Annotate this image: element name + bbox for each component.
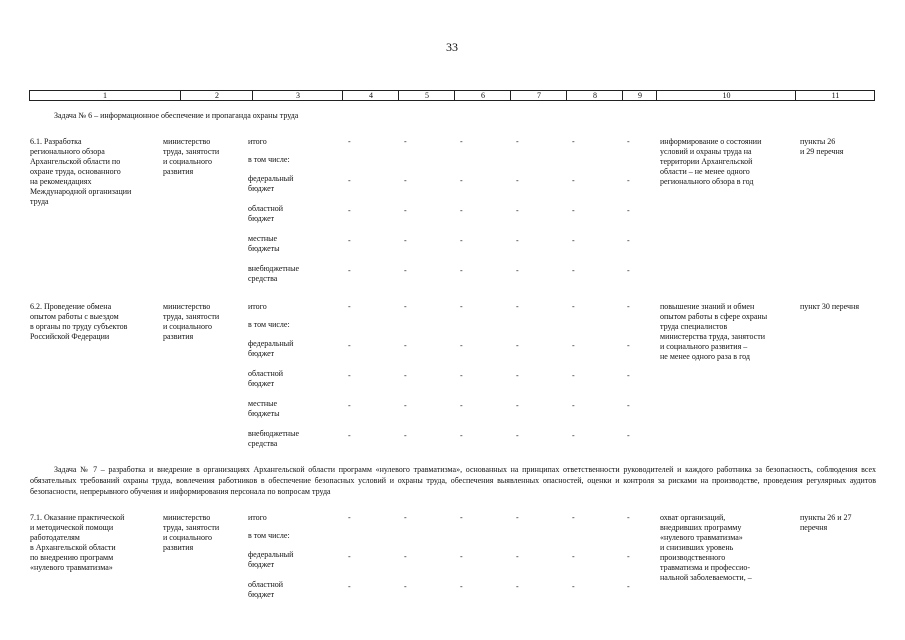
block-6-2-value-r2-c6: - [460, 341, 463, 350]
header-col-6: 6 [454, 91, 511, 100]
block-6-2-executor: министерство труда, занятости и социального развития [163, 302, 220, 341]
block-6-2-value-r4-c8: - [572, 401, 575, 410]
block-6-2-incl-label: в том числе: [248, 320, 290, 329]
block-6-1-value-r2-c9: - [627, 176, 630, 185]
header-col-7: 7 [510, 91, 567, 100]
block-6-1-incl-label: в том числе: [248, 155, 290, 164]
block-6-2-value-r1-c5: - [404, 302, 407, 311]
header-col-2: 2 [180, 91, 253, 100]
block-6-1-result: информирование о состоянии условий и охраны труда на территории Архангельской области – не менее одного регионального обзора в год [660, 137, 762, 186]
block-6-1-extra-label: внебюджетные средства [248, 264, 299, 283]
block-6-1-value-r3-c9: - [627, 206, 630, 215]
block-7-1-reference: пункты 26 и 27 перечня [800, 513, 852, 532]
page-number: 33 [446, 40, 458, 54]
block-6-2-value-r1-c7: - [516, 302, 519, 311]
block-6-1-value-r1-c4: - [348, 137, 351, 146]
block-6-2-value-r2-c9: - [627, 341, 630, 350]
block-7-1-name: 7.1. Оказание практической и методической помощи работодателям в Архангельской области по внедрению программ «нулевого травматизма» [30, 513, 125, 572]
block-7-1-value-r3-c5: - [404, 582, 407, 591]
block-6-2-value-r3-c9: - [627, 371, 630, 380]
block-6-1-value-r5-c4: - [348, 266, 351, 275]
block-6-1-value-r4-c8: - [572, 236, 575, 245]
block-7-1-value-r3-c6: - [460, 582, 463, 591]
block-6-1-total-label: итого [248, 137, 267, 146]
block-7-1-result: охват организаций, внедривших программу «нулевого травматизма» и снизивших уровень производственного травматизма и профессио- нальной заболеваемости, – [660, 513, 752, 582]
block-7-1-value-r3-c9: - [627, 582, 630, 591]
block-6-2-local-label: местные бюджеты [248, 399, 280, 418]
block-6-1-local-label: местные бюджеты [248, 234, 280, 253]
task-6-heading: Задача № 6 – информационное обеспечение и пропаганда охраны труда [54, 111, 299, 120]
block-7-1-executor: министерство труда, занятости и социального развития [163, 513, 220, 552]
block-6-2-value-r3-c5: - [404, 371, 407, 380]
block-6-1-value-r3-c5: - [404, 206, 407, 215]
block-6-1-value-r4-c7: - [516, 236, 519, 245]
block-6-2-value-r5-c5: - [404, 431, 407, 440]
block-6-2-value-r5-c7: - [516, 431, 519, 440]
block-6-1-value-r1-c7: - [516, 137, 519, 146]
block-7-1-value-r3-c4: - [348, 582, 351, 591]
block-6-2-value-r1-c9: - [627, 302, 630, 311]
block-6-1-value-r2-c4: - [348, 176, 351, 185]
block-6-1-value-r1-c9: - [627, 137, 630, 146]
block-6-2-federal-label: федеральный бюджет [248, 339, 294, 358]
block-6-1-value-r4-c4: - [348, 236, 351, 245]
block-6-1-name: 6.1. Разработка регионального обзора Архангельской области по охране труда, основанного на рекомендациях Международной организации труда [30, 137, 132, 206]
block-6-2-value-r4-c9: - [627, 401, 630, 410]
header-col-11: 11 [795, 91, 875, 100]
block-6-1-value-r1-c6: - [460, 137, 463, 146]
block-6-1-value-r4-c9: - [627, 236, 630, 245]
block-6-2-value-r1-c6: - [460, 302, 463, 311]
block-6-1-value-r5-c7: - [516, 266, 519, 275]
block-7-1-value-r2-c8: - [572, 552, 575, 561]
block-6-1-value-r5-c5: - [404, 266, 407, 275]
block-7-1-value-r1-c4: - [348, 513, 351, 522]
block-6-2-value-r4-c6: - [460, 401, 463, 410]
block-6-1-value-r5-c9: - [627, 266, 630, 275]
block-6-2-value-r5-c6: - [460, 431, 463, 440]
block-6-2-value-r4-c4: - [348, 401, 351, 410]
block-6-2-name: 6.2. Проведение обмена опытом работы с выездом в органы по труду субъектов Российской Федерации [30, 302, 128, 341]
block-7-1-value-r2-c6: - [460, 552, 463, 561]
block-7-1-total-label: итого [248, 513, 267, 522]
block-6-1-value-r2-c8: - [572, 176, 575, 185]
block-6-2-value-r2-c5: - [404, 341, 407, 350]
block-7-1-value-r1-c9: - [627, 513, 630, 522]
block-6-2-regional-label: областной бюджет [248, 369, 284, 388]
block-7-1-value-r2-c9: - [627, 552, 630, 561]
block-6-1-reference: пункты 26 и 29 перечня [800, 137, 844, 156]
block-6-2-value-r2-c7: - [516, 341, 519, 350]
block-7-1-value-r2-c4: - [348, 552, 351, 561]
block-6-1-value-r5-c8: - [572, 266, 575, 275]
block-6-1-value-r5-c6: - [460, 266, 463, 275]
block-7-1-value-r3-c8: - [572, 582, 575, 591]
block-6-1-value-r3-c6: - [460, 206, 463, 215]
header-col-9: 9 [622, 91, 657, 100]
header-col-4: 4 [342, 91, 399, 100]
block-6-2-result: повышение знаний и обмен опытом работы в сфере охраны труда специалистов министерства труда, занятости и социального развития – не менее одного раза в год [660, 302, 768, 361]
block-6-2-value-r1-c8: - [572, 302, 575, 311]
block-7-1-value-r3-c7: - [516, 582, 519, 591]
block-6-2-value-r2-c4: - [348, 341, 351, 350]
block-7-1-value-r2-c7: - [516, 552, 519, 561]
task-7-heading: Задача № 7 – разработка и внедрение в организациях Архангельской области программ «нулевого травматизма», основанных на принципах ответственности руководителей и каждого работника за безопасность, соблюдения всех обязательных требований охраны труда, вовлечения работников в обеспечение безопасных условий и охраны труда, обеспечения выявленных опасностей, оценки и контроля за рисками на производстве, проведения регулярных аудитов безопасности, непрерывного обучения и информирования персонала по вопросам труда [30, 465, 876, 496]
block-6-1-value-r2-c5: - [404, 176, 407, 185]
block-7-1-incl-label: в том числе: [248, 531, 290, 540]
block-6-2-value-r5-c9: - [627, 431, 630, 440]
block-7-1-federal-label: федеральный бюджет [248, 550, 294, 569]
block-6-1-value-r2-c7: - [516, 176, 519, 185]
block-6-2-total-label: итого [248, 302, 267, 311]
block-6-1-value-r3-c4: - [348, 206, 351, 215]
block-6-2-value-r3-c7: - [516, 371, 519, 380]
block-7-1-value-r1-c6: - [460, 513, 463, 522]
block-6-1-value-r4-c6: - [460, 236, 463, 245]
block-7-1-regional-label: областной бюджет [248, 580, 284, 599]
block-6-2-value-r3-c4: - [348, 371, 351, 380]
block-6-1-value-r1-c5: - [404, 137, 407, 146]
block-6-1-federal-label: федеральный бюджет [248, 174, 294, 193]
header-col-3: 3 [252, 91, 343, 100]
block-7-1-value-r1-c8: - [572, 513, 575, 522]
block-7-1-value-r2-c5: - [404, 552, 407, 561]
block-6-2-value-r4-c7: - [516, 401, 519, 410]
block-6-1-value-r4-c5: - [404, 236, 407, 245]
block-6-1-value-r2-c6: - [460, 176, 463, 185]
block-6-1-executor: министерство труда, занятости и социального развития [163, 137, 220, 176]
block-7-1-value-r1-c7: - [516, 513, 519, 522]
block-6-2-value-r3-c6: - [460, 371, 463, 380]
header-col-5: 5 [398, 91, 455, 100]
block-6-1-value-r1-c8: - [572, 137, 575, 146]
header-col-8: 8 [566, 91, 623, 100]
block-6-2-extra-label: внебюджетные средства [248, 429, 299, 448]
block-6-1-regional-label: областной бюджет [248, 204, 284, 223]
block-6-2-value-r1-c4: - [348, 302, 351, 311]
block-6-2-value-r5-c4: - [348, 431, 351, 440]
block-6-2-value-r2-c8: - [572, 341, 575, 350]
header-col-10: 10 [656, 91, 796, 100]
block-6-1-value-r3-c8: - [572, 206, 575, 215]
block-6-2-reference: пункт 30 перечня [800, 302, 860, 311]
block-7-1-value-r1-c5: - [404, 513, 407, 522]
header-col-1: 1 [103, 91, 107, 100]
block-6-1-value-r3-c7: - [516, 206, 519, 215]
table-header-row [29, 90, 875, 101]
block-6-2-value-r4-c5: - [404, 401, 407, 410]
block-6-2-value-r5-c8: - [572, 431, 575, 440]
block-6-2-value-r3-c8: - [572, 371, 575, 380]
